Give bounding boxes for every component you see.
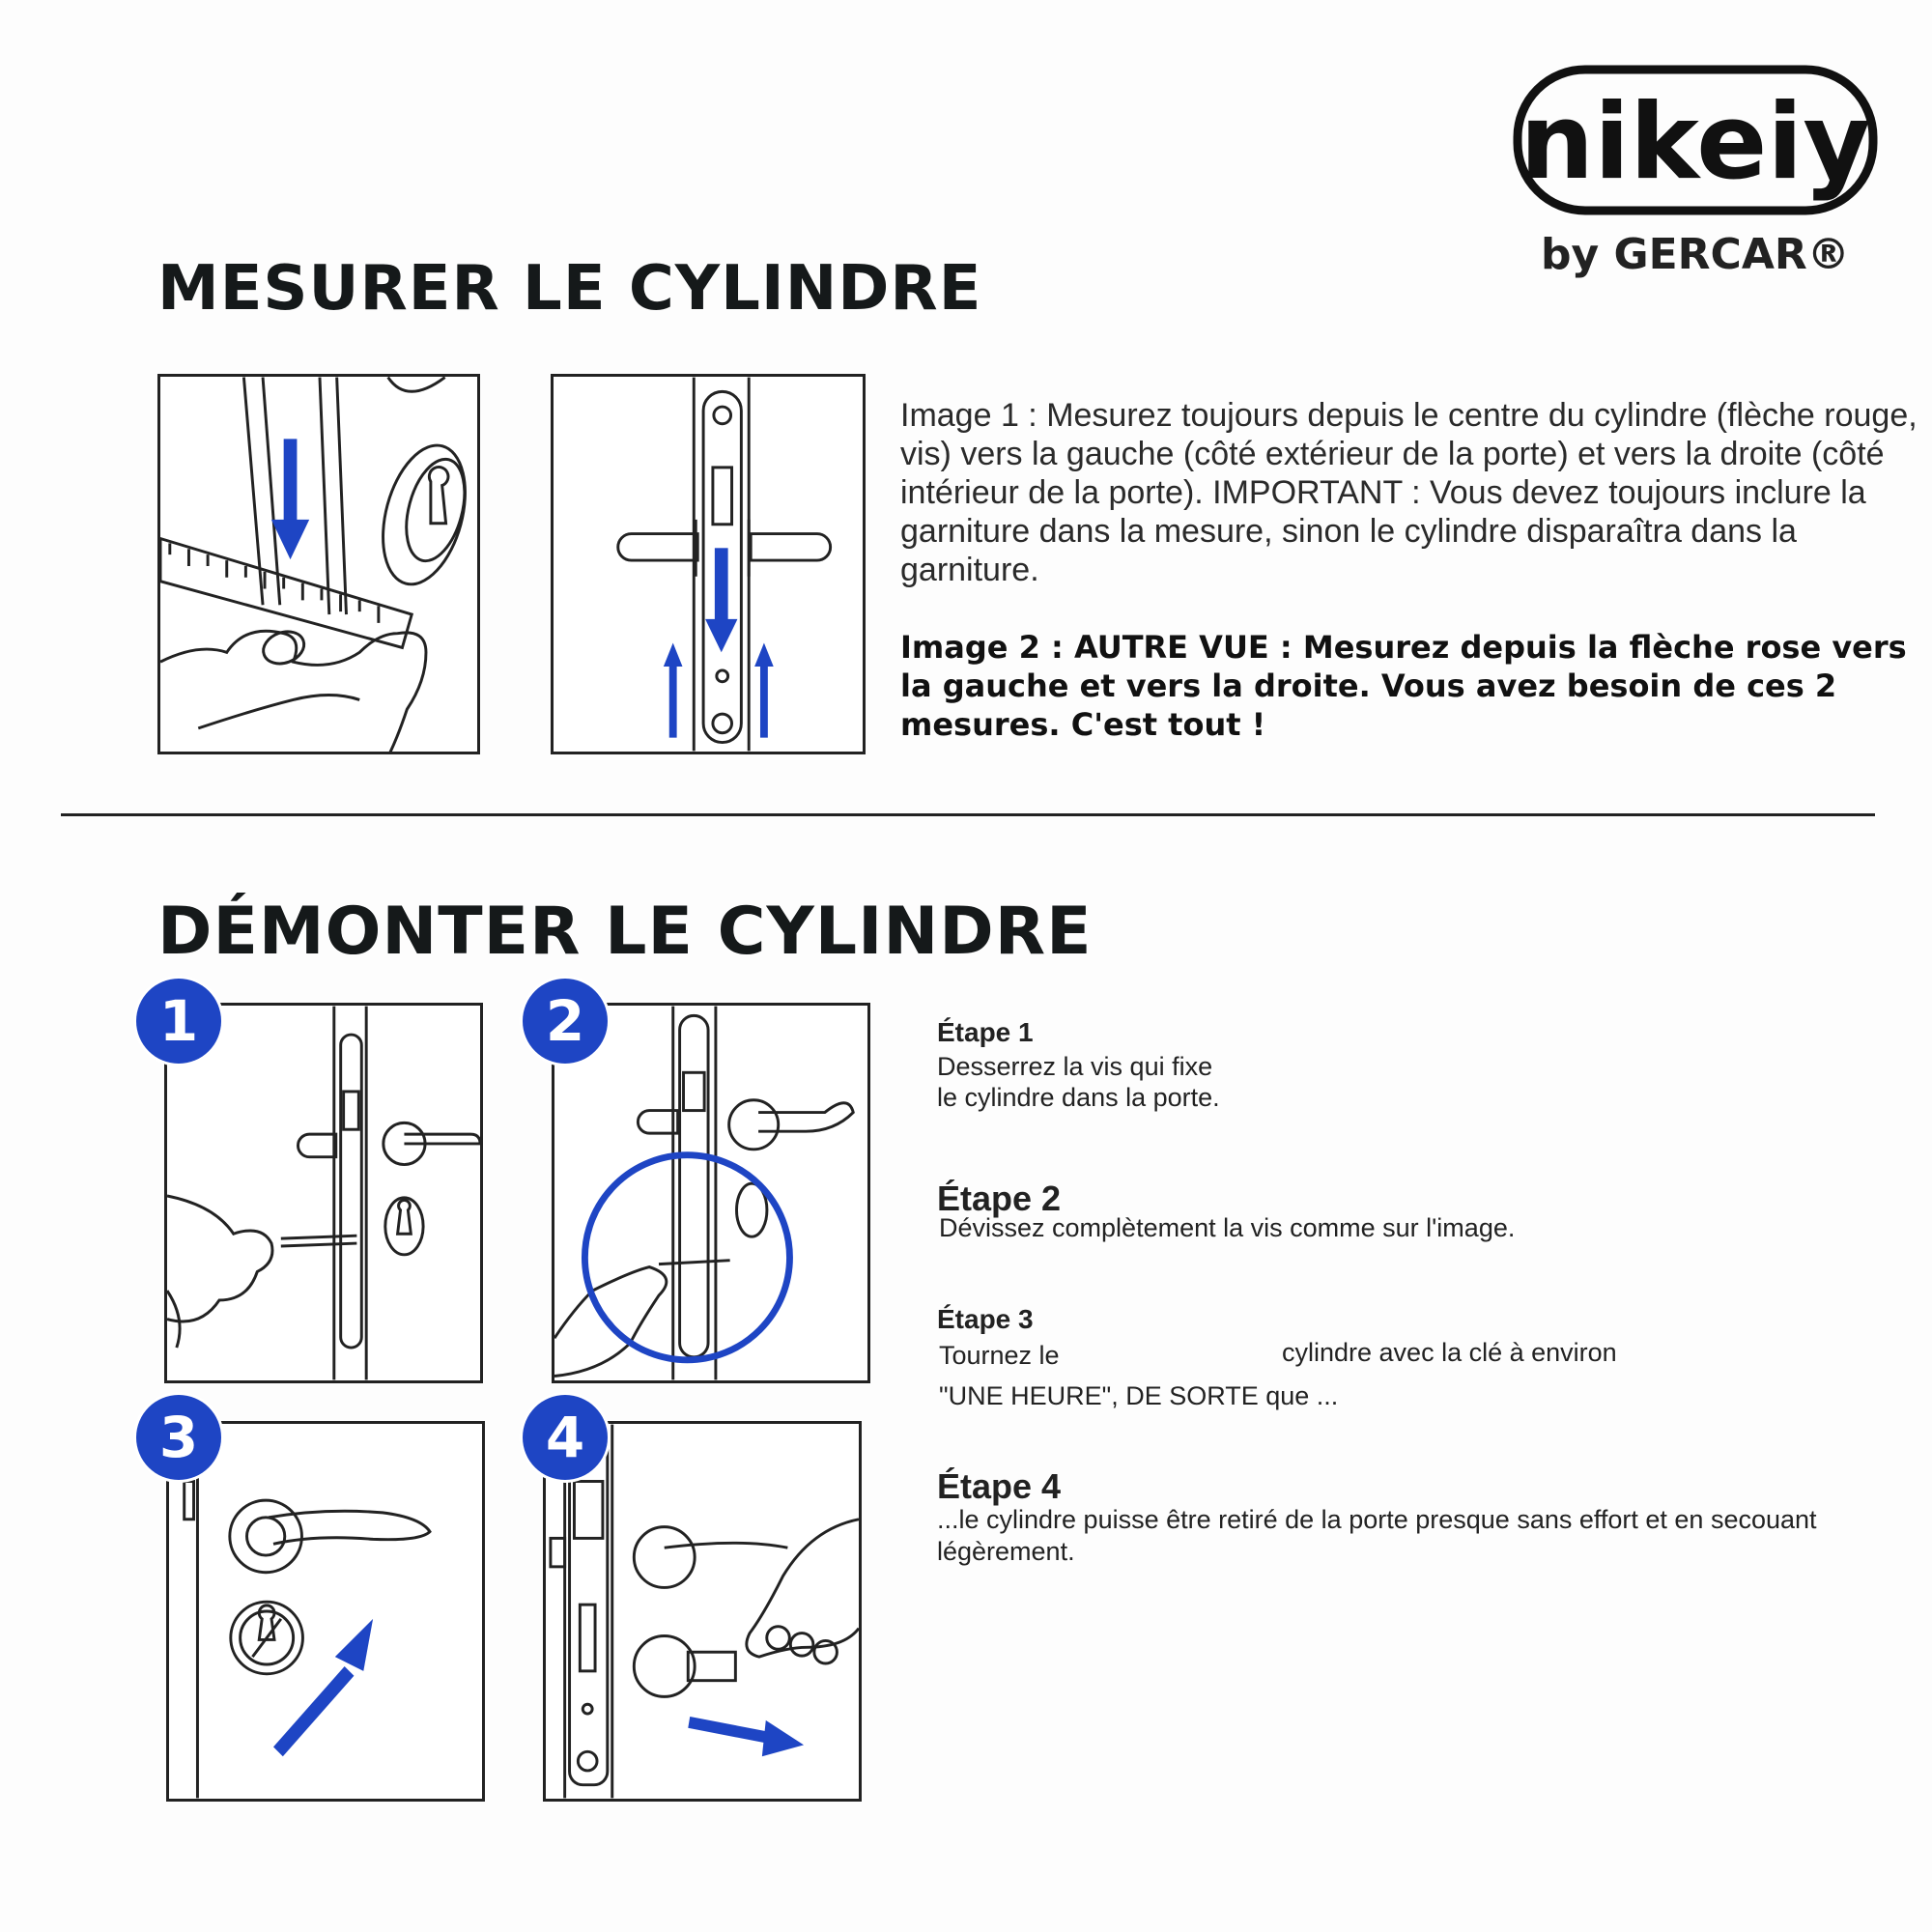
step-image-1 (164, 1003, 483, 1383)
step-3-text-part-a: Tournez le (939, 1341, 1060, 1370)
step-badge-1: 1 (136, 979, 221, 1064)
step-image-2 (552, 1003, 870, 1383)
brand-byline: by GERCAR® (1541, 230, 1850, 279)
arrow-diagonal-icon (273, 1619, 373, 1756)
step-4-heading: Étape 4 (937, 1466, 1062, 1506)
step-image-4 (543, 1421, 862, 1802)
measure-paragraph-1: Image 1 : Mesurez toujours depuis le centre du cylindre (flèche rouge, vis) vers la gauche (côté extérieur de la porte) et vers la droite (côté intérieur de la porte). IMPORTANT : Vous devez toujours inclure la garniture dans la mesure, sinon le cylindre disparaîtra dans la garniture. (900, 397, 1918, 588)
section-title-dismount: DÉMONTER LE CYLINDRE (157, 894, 1093, 970)
svg-text:nikeiy: nikeiy (1520, 82, 1871, 203)
step-image-3 (166, 1421, 485, 1802)
step-1-text-line2: le cylindre dans la porte. (937, 1083, 1220, 1112)
section-divider (61, 813, 1875, 816)
step-badge-2: 2 (523, 979, 608, 1064)
step-badge-4: 4 (523, 1395, 608, 1480)
step-3-text-part-b: cylindre avec la clé à environ (1282, 1338, 1617, 1367)
step-2-text: Dévissez complètement la vis comme sur l'image. (939, 1213, 1516, 1242)
step-2-heading: Étape 2 (937, 1179, 1062, 1218)
step-4-text-line2: légèrement. (937, 1537, 1075, 1566)
section-title-measure: MESURER LE CYLINDRE (157, 253, 982, 325)
step-3-text-line2: "UNE HEURE", DE SORTE que ... (939, 1381, 1339, 1410)
measure-paragraph-2: Image 2 : AUTRE VUE : Mesurez depuis la flèche rose vers la gauche et vers la droite. Vous avez besoin de ces 2 mesures. C'est tout ! (900, 629, 1907, 743)
measure-image-1 (157, 374, 480, 754)
arrow-down-icon (705, 548, 737, 652)
step-badge-3: 3 (136, 1395, 221, 1480)
measure-image-2 (551, 374, 866, 754)
step-3-heading: Étape 3 (937, 1304, 1034, 1334)
arrow-up-icon (664, 642, 683, 737)
step-1-heading: Étape 1 (937, 1017, 1034, 1047)
arrow-down-icon (271, 439, 309, 559)
arrow-up-icon (754, 642, 774, 737)
brand-logo (1512, 64, 1879, 218)
step-4-text-line1: ...le cylindre puisse être retiré de la porte presque sans effort et en secouant (937, 1505, 1817, 1534)
step-1-text-line1: Desserrez la vis qui fixe (937, 1052, 1213, 1081)
arrow-diagonal-icon (688, 1717, 804, 1756)
